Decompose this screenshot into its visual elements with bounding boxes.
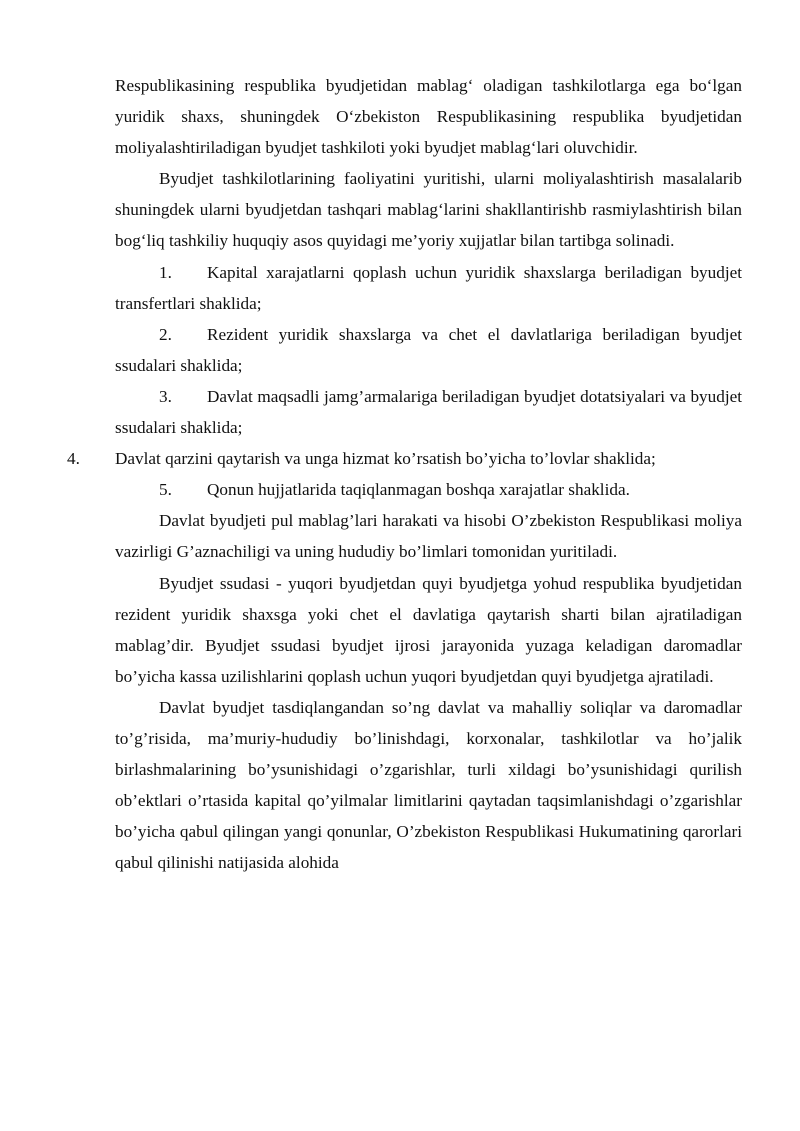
paragraph-intro: Respublikasining respublika byudjetidan mablag‘ oladigan tashkilotlarga ega bo‘lgan yuridik shaxs, shuningdek O‘zbekiston Respublikasining respublika byudjetidan moliyalashtiriladigan byudjet tashkiloti yoki byudjet mablag‘lari oluvchidir.	[115, 76, 742, 158]
paragraph-legal-basis: Byudjet tashkilotlarining faoliyatini yuritishi, ularni moliyalashtirish masalalarib shuningdek ularni byudjetdan tashqari mablag‘larini shakllantirishb rasmiylashtirish bilan bog‘liq tashkiliy huquqiy asos quyidagi me’yoriy xujjatlar bilan tartibga solinadi.	[115, 169, 742, 251]
paragraph-budget-changes: Davlat byudjet tasdiqlangandan so’ng davlat va mahalliy soliqlar va daromadlar to’g’risida, ma’muriy-hududiy bo’linishdagi, korxonalar, tashkilotlar va ho’jalik birlashmalarining bo’ysunishidagi o’zgarishlar, turli xildagi bo’ysunishidagi qurilish ob’ektlari o’rtasida kapital qo’yilmalar limitlarini qaytadan taqsimlanishdagi o’zgarishlar bo’yicha qabul qilingan yangi qonunlar, O’zbekiston Respublikasi Hukumatining qarorlari qabul qilinishi natijasida alohida	[115, 697, 742, 873]
list-item-number: 1.	[159, 262, 172, 282]
list-item-text: Davlat maqsadli jamg’armalariga beriladigan byudjet dotatsiyalari va byudjet ssudalari shaklida;	[115, 386, 742, 438]
list-item-number: 2.	[159, 324, 172, 344]
list-item-3	[115, 381, 742, 443]
paragraph-budget-loan: Byudjet ssudasi - yuqori byudjetdan quyi byudjetga yohud respublika byudjetidan rezident yuridik shaxsga yoki chet el davlatiga qaytarish sharti bilan ajratiladigan mablag’dir. Byudjet ssudasi byudjet ijrosi jarayonida yuzaga keladigan daromadlar bo’yicha kassa uzilishlarini qoplash uchun yuqori byudjetdan quyi byudjetga ajratiladi.	[115, 573, 742, 686]
list-item-4	[67, 443, 742, 474]
list-item-text: Kapital xarajatlarni qoplash uchun yuridik shaxslarga beriladigan byudjet transfertlari shaklida;	[115, 262, 742, 313]
list-item-text: Davlat qarzini qaytarish va unga hizmat ko’rsatish bo’yicha to’lovlar shaklida;	[115, 449, 656, 469]
paragraph-treasury: Davlat byudjeti pul mablag’lari harakati va hisobi O’zbekiston Respublikasi moliya vazirligi G’aznachiligi va uning hududiy bo’limlari tomonidan yuritiladi.	[115, 511, 742, 562]
list-item-number: 4.	[67, 449, 80, 469]
list-item-1	[115, 257, 742, 319]
list-item-text: Rezident yuridik shaxslarga va chet el davlatlariga beriladigan byudjet ssudalari shaklida;	[115, 324, 742, 375]
list-item-text: Qonun hujjatlarida taqiqlanmagan boshqa xarajatlar shaklida.	[207, 480, 630, 500]
list-item-number: 3.	[159, 386, 172, 406]
list-item-5	[115, 474, 742, 505]
list-item-number: 5.	[159, 480, 172, 500]
list-item-2	[115, 319, 742, 381]
document-body	[67, 70, 742, 878]
